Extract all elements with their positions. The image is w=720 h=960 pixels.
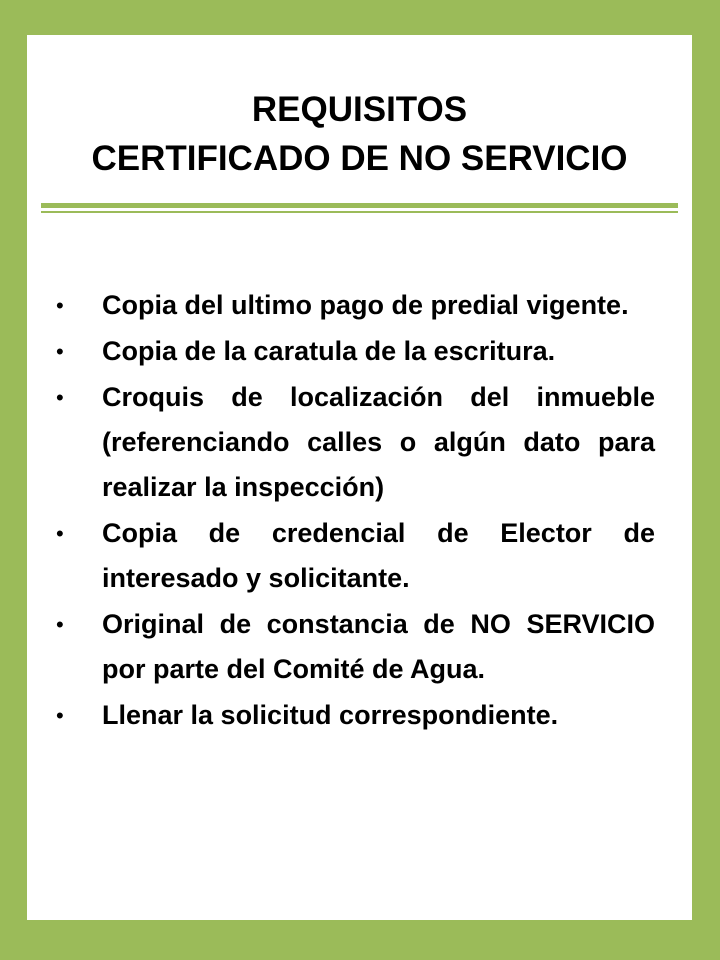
requirements-list	[27, 283, 692, 739]
bullet-icon: •	[56, 612, 64, 637]
list-item	[27, 283, 692, 328]
bullet-icon: •	[56, 703, 64, 728]
title-line-1: REQUISITOS	[251, 90, 468, 129]
requirement-text: Llenar la solicitud correspondiente.	[102, 700, 559, 730]
bullet-icon: •	[56, 521, 64, 546]
title-divider-thick	[41, 203, 678, 208]
list-item	[27, 511, 692, 601]
requirement-text: Original de constancia de NO SERVICIO por parte del Comité de Agua.	[102, 609, 655, 684]
title-line-2: CERTIFICADO DE NO SERVICIO	[91, 139, 628, 178]
list-item	[27, 329, 692, 374]
requirement-text: Croquis de localización del inmueble (referenciando calles o algún dato para realizar la inspección)	[102, 382, 655, 502]
bullet-icon: •	[56, 339, 64, 364]
page-title	[27, 85, 692, 183]
bullet-icon: •	[56, 293, 64, 318]
bullet-icon: •	[56, 385, 64, 410]
list-item	[27, 602, 692, 692]
document-card	[27, 35, 692, 920]
requirement-text: Copia de credencial de Elector de interesado y solicitante.	[102, 518, 655, 593]
list-item	[27, 693, 692, 738]
list-item	[27, 375, 692, 510]
requirement-text: Copia de la caratula de la escritura.	[102, 336, 556, 366]
requirement-text: Copia del ultimo pago de predial vigente.	[102, 290, 629, 320]
title-divider-thin	[41, 211, 678, 213]
